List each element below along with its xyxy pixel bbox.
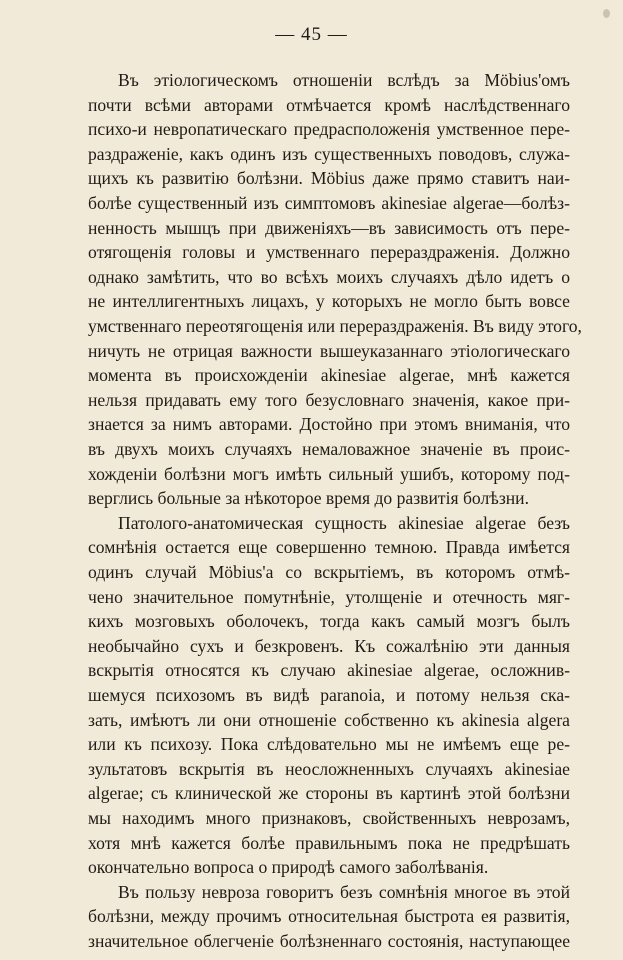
text-line: сомнѣнія остается еще совершенно темною. Правда имѣется: [88, 537, 570, 558]
text-line: мы находимъ много признаковъ, свойственныхъ неврозамъ,: [88, 808, 570, 828]
text-line: одинъ случай Möbius'а со вскрытіемъ, въ которомъ отмѣ-: [88, 562, 570, 582]
text-line: необычайно сухъ и безкровенъ. Къ сожалѣнію эти данныя: [88, 635, 570, 656]
text-line: не интеллигентныхъ лицахъ, у которыхъ не могло быть вовсе: [88, 291, 570, 312]
text-line: кихъ мозговыхъ оболочекъ, тогда какъ самый мозгъ былъ: [88, 611, 570, 632]
text-line: ничуть не отрицая важности вышеуказаннаго этіологическаго: [88, 340, 570, 361]
text-line: или къ психозу. Пока слѣдовательно мы не имѣемъ еще ре-: [88, 734, 570, 755]
text-line: психо-и невропатическаго предрасположенія умственное пере-: [88, 119, 570, 140]
text-line: хожденіи болѣзни могъ имѣть сильный ушибъ, которому под-: [88, 463, 570, 484]
text-line: Въ этіологическомъ отношеніи вслѣдъ за Möbius'омъ: [118, 70, 570, 90]
text-line: щихъ къ развитію болѣзни. Möbius даже прямо ставитъ наи-: [88, 168, 570, 189]
text-line: болѣе существенный изъ симптомовъ akinesiae algerae—болѣз-: [88, 193, 570, 213]
text-line: верглись больные за нѣкоторое время до развитія болѣзни.: [88, 488, 529, 509]
text-line: нельзя придавать ему того безусловнаго значенія, какое при-: [88, 389, 570, 410]
paper-spot: [603, 9, 610, 18]
text-line: чено значительное помутнѣніе, утолщеніе и отечность мяг-: [88, 586, 570, 607]
text-line: почти всѣми авторами отмѣчается кромѣ наслѣдственнаго: [88, 94, 570, 115]
text-line: отягощенія головы и умственнаго перераздраженія. Должно: [88, 242, 570, 263]
text-line: вскрытія относятся къ случаю akinesiae algerae, осложнив-: [88, 660, 570, 681]
text-line: ненность мышцъ при движеніяхъ—въ зависимость отъ пере-: [88, 217, 570, 238]
text-line: значительное облегченіе болѣзненнаго состоянія, наступающее: [88, 931, 570, 951]
text-line: момента въ происхожденіи akinesiae algerae, мнѣ кажется: [88, 365, 570, 386]
text-line: Въ пользу невроза говоритъ безъ сомнѣнія многое въ этой: [118, 881, 570, 902]
text-line: окончательно вопроса о природѣ самого заболѣванія.: [88, 857, 489, 878]
text-line: шемуся психозомъ въ видѣ paranoia, и потому нельзя ска-: [88, 685, 570, 705]
text-line: хотя мнѣ кажется болѣе правильнымъ пока не предрѣшать: [88, 832, 570, 853]
text-line: болѣзни, между прочимъ относительная быстрота ея развитія,: [88, 906, 570, 927]
text-line: однако замѣтить, что во всѣхъ моихъ случаяхъ дѣло идетъ о: [88, 266, 570, 287]
text-line: знается за нимъ авторами. Достойно при этомъ вниманія, что: [88, 414, 570, 435]
text-line: зультатовъ вскрытія въ неосложненныхъ случаяхъ akinesiae: [88, 758, 570, 779]
text-line: въ двухъ моихъ случаяхъ немаловажное значеніе въ проис-: [88, 439, 570, 459]
text-line: algerae; съ клинической же стороны въ картинѣ этой болѣзни: [88, 783, 570, 804]
text-line: Патолого-анатомическая сущность akinesiae algerae безъ: [118, 512, 570, 533]
text-line: раздраженіе, какъ одинъ изъ существенныхъ поводовъ, служа-: [88, 143, 570, 164]
text-line: зать, имѣютъ ли они отношеніе собственно къ akinesia algera: [88, 709, 570, 730]
page-number: — 45 —: [275, 24, 348, 45]
text-line: умственнаго переотягощенія или перераздраженія. Въ виду этого,: [88, 316, 582, 336]
